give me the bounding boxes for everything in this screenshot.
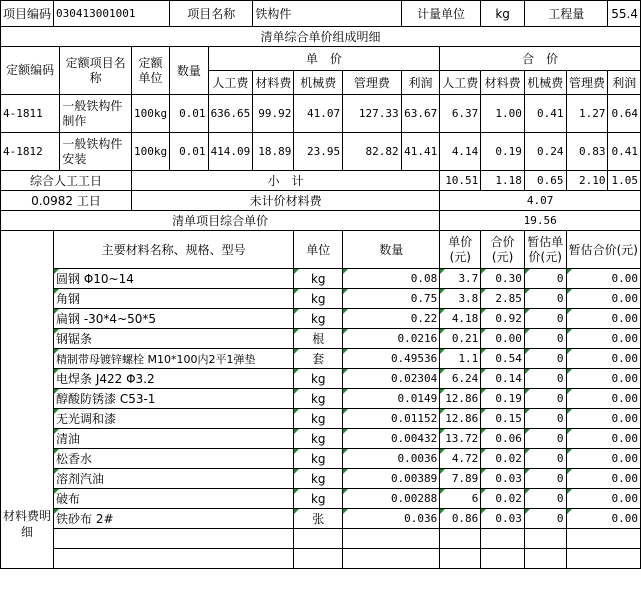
u-machine: 41.07 <box>294 95 343 133</box>
u-profit: 41.41 <box>401 133 440 171</box>
material-side-label: 材料费明细 <box>1 231 54 569</box>
material-name: 松香水 <box>54 449 294 469</box>
material-total: 0.03 <box>481 469 525 489</box>
material-qty: 0.49536 <box>343 349 440 369</box>
unpriced-value: 4.07 <box>440 191 641 211</box>
material-row <box>1 369 641 389</box>
material-est-total: 0.00 <box>566 449 640 469</box>
t-profit: 0.64 <box>608 95 641 133</box>
col-u-labor: 人工费 <box>208 71 253 95</box>
col-u-machine: 机械费 <box>294 71 343 95</box>
material-name: 破布 <box>54 489 294 509</box>
material-qty: 0.0149 <box>343 389 440 409</box>
material-name: 圆钢 Φ10~14 <box>54 269 294 289</box>
material-est-total: 0.00 <box>566 509 640 529</box>
material-unit: kg <box>294 269 343 289</box>
name-label: 项目名称 <box>170 1 253 27</box>
composite-label: 清单项目综合单价 <box>1 211 440 231</box>
material-row <box>1 289 641 309</box>
material-est-price: 0 <box>524 309 566 329</box>
material-est-price: 0 <box>524 329 566 349</box>
col-u-mgmt: 管理费 <box>343 71 401 95</box>
col-material-price: 单价(元) <box>440 231 481 269</box>
t-material: 1.00 <box>481 95 525 133</box>
u-material: 18.89 <box>253 133 294 171</box>
sub-profit: 1.05 <box>608 171 641 191</box>
empty-row <box>1 549 641 569</box>
material-est-price: 0 <box>524 369 566 389</box>
material-price: 1.1 <box>440 349 481 369</box>
qty-value: 55.4 <box>608 1 641 27</box>
quota-code: 4-1811 <box>1 95 60 133</box>
material-name: 溶剂汽油 <box>54 469 294 489</box>
material-qty: 0.00288 <box>343 489 440 509</box>
material-unit: kg <box>294 469 343 489</box>
material-total: 0.00 <box>481 329 525 349</box>
u-profit: 63.67 <box>401 95 440 133</box>
material-est-price: 0 <box>524 469 566 489</box>
material-est-price: 0 <box>524 269 566 289</box>
sub-mgmt: 2.10 <box>566 171 608 191</box>
material-unit: kg <box>294 489 343 509</box>
empty-row <box>1 529 641 549</box>
material-row <box>1 509 641 529</box>
material-est-total: 0.00 <box>566 289 640 309</box>
col-t-labor: 人工费 <box>440 71 481 95</box>
material-est-price: 0 <box>524 389 566 409</box>
u-labor: 636.65 <box>208 95 253 133</box>
material-price: 4.18 <box>440 309 481 329</box>
subtotal-label: 小 计 <box>131 171 439 191</box>
t-machine: 0.24 <box>524 133 566 171</box>
material-est-total: 0.00 <box>566 369 640 389</box>
material-price: 12.86 <box>440 389 481 409</box>
material-total: 0.02 <box>481 489 525 509</box>
material-unit: 套 <box>294 349 343 369</box>
quota-code: 4-1812 <box>1 133 60 171</box>
sub-machine: 0.65 <box>524 171 566 191</box>
material-name: 钢锯条 <box>54 329 294 349</box>
material-name: 铁砂布 2# <box>54 509 294 529</box>
u-mgmt: 127.33 <box>343 95 401 133</box>
material-est-price: 0 <box>524 289 566 309</box>
col-est-total: 暂估合价(元) <box>566 231 640 269</box>
col-material-unit: 单位 <box>294 231 343 269</box>
material-qty: 0.22 <box>343 309 440 329</box>
material-est-price: 0 <box>524 489 566 509</box>
code-label: 项目编码 <box>1 1 54 27</box>
material-name: 醇酸防锈漆 C53-1 <box>54 389 294 409</box>
material-est-total: 0.00 <box>566 489 640 509</box>
u-labor: 414.09 <box>208 133 253 171</box>
material-name: 电焊条 J422 Φ3.2 <box>54 369 294 389</box>
col-material-qty: 数量 <box>343 231 440 269</box>
col-quantity: 数量 <box>170 47 208 95</box>
material-qty: 0.02304 <box>343 369 440 389</box>
material-name: 扁钢 -30*4~50*5 <box>54 309 294 329</box>
col-material-total: 合价(元) <box>481 231 525 269</box>
material-price: 3.7 <box>440 269 481 289</box>
u-mgmt: 82.82 <box>343 133 401 171</box>
material-est-total: 0.00 <box>566 389 640 409</box>
quota-unit: 100kg <box>131 95 169 133</box>
t-mgmt: 1.27 <box>566 95 608 133</box>
material-est-price: 0 <box>524 349 566 369</box>
t-labor: 4.14 <box>440 133 481 171</box>
composite-value: 19.56 <box>440 211 641 231</box>
code-value: 030413001001 <box>54 1 170 27</box>
material-name: 精制带母镀锌螺栓 M10*100内2平1弹垫 <box>54 349 294 369</box>
quota-row <box>1 95 641 133</box>
material-price: 6 <box>440 489 481 509</box>
material-est-total: 0.00 <box>566 309 640 329</box>
material-qty: 0.0216 <box>343 329 440 349</box>
material-price: 7.89 <box>440 469 481 489</box>
section-title: 清单综合单价组成明细 <box>1 27 641 47</box>
material-total: 0.03 <box>481 509 525 529</box>
material-price: 3.8 <box>440 289 481 309</box>
unpriced-label: 未计价材料费 <box>131 191 439 211</box>
material-est-price: 0 <box>524 449 566 469</box>
labor-day-label: 综合人工工日 <box>1 171 132 191</box>
col-quota-unit: 定额单位 <box>131 47 169 95</box>
t-profit: 0.41 <box>608 133 641 171</box>
material-row <box>1 389 641 409</box>
quota-name: 一般铁构件 安装 <box>60 133 132 171</box>
sub-material: 1.18 <box>481 171 525 191</box>
quota-qty: 0.01 <box>170 95 208 133</box>
material-unit: kg <box>294 309 343 329</box>
material-est-price: 0 <box>524 509 566 529</box>
material-price: 12.86 <box>440 409 481 429</box>
material-total: 0.92 <box>481 309 525 329</box>
material-row <box>1 489 641 509</box>
material-unit: 根 <box>294 329 343 349</box>
u-material: 99.92 <box>253 95 294 133</box>
material-total: 0.06 <box>481 429 525 449</box>
material-unit: kg <box>294 449 343 469</box>
material-price: 0.21 <box>440 329 481 349</box>
material-qty: 0.00389 <box>343 469 440 489</box>
col-t-material: 材料费 <box>481 71 525 95</box>
qty-label: 工程量 <box>524 1 608 27</box>
col-t-profit: 利润 <box>608 71 641 95</box>
unit-label: 计量单位 <box>401 1 481 27</box>
col-unit-price-group: 单 价 <box>208 47 440 71</box>
material-est-price: 0 <box>524 429 566 449</box>
t-mgmt: 0.83 <box>566 133 608 171</box>
quota-unit: 100kg <box>131 133 169 171</box>
labor-day-value: 0.0982 工日 <box>1 191 132 211</box>
col-est-price: 暂估单价(元) <box>524 231 566 269</box>
material-row <box>1 409 641 429</box>
material-qty: 0.08 <box>343 269 440 289</box>
col-u-profit: 利润 <box>401 71 440 95</box>
material-qty: 0.01152 <box>343 409 440 429</box>
material-total: 0.15 <box>481 409 525 429</box>
material-qty: 0.036 <box>343 509 440 529</box>
material-unit: 张 <box>294 509 343 529</box>
material-price: 4.72 <box>440 449 481 469</box>
material-est-total: 0.00 <box>566 469 640 489</box>
material-total: 0.19 <box>481 389 525 409</box>
material-unit: kg <box>294 289 343 309</box>
quota-name: 一般铁构件 制作 <box>60 95 132 133</box>
sub-labor: 10.51 <box>440 171 481 191</box>
col-material-name: 主要材料名称、规格、型号 <box>54 231 294 269</box>
material-est-total: 0.00 <box>566 349 640 369</box>
material-qty: 0.00432 <box>343 429 440 449</box>
material-total: 0.30 <box>481 269 525 289</box>
material-name: 角钢 <box>54 289 294 309</box>
material-est-total: 0.00 <box>566 429 640 449</box>
material-qty: 0.75 <box>343 289 440 309</box>
t-labor: 6.37 <box>440 95 481 133</box>
quota-row <box>1 133 641 171</box>
material-qty: 0.0036 <box>343 449 440 469</box>
t-material: 0.19 <box>481 133 525 171</box>
material-row <box>1 269 641 289</box>
material-unit: kg <box>294 369 343 389</box>
material-price: 13.72 <box>440 429 481 449</box>
material-price: 6.24 <box>440 369 481 389</box>
material-row <box>1 329 641 349</box>
material-est-total: 0.00 <box>566 269 640 289</box>
material-unit: kg <box>294 429 343 449</box>
material-unit: kg <box>294 389 343 409</box>
material-row <box>1 469 641 489</box>
material-row <box>1 309 641 329</box>
material-price: 0.86 <box>440 509 481 529</box>
material-name: 无光调和漆 <box>54 409 294 429</box>
col-t-machine: 机械费 <box>524 71 566 95</box>
col-quota-code: 定额编码 <box>1 47 60 95</box>
material-est-price: 0 <box>524 409 566 429</box>
material-unit: kg <box>294 409 343 429</box>
col-t-mgmt: 管理费 <box>566 71 608 95</box>
material-row <box>1 429 641 449</box>
col-u-material: 材料费 <box>253 71 294 95</box>
material-est-total: 0.00 <box>566 329 640 349</box>
col-quota-name: 定额项目名称 <box>60 47 132 95</box>
material-total: 2.85 <box>481 289 525 309</box>
material-total: 0.54 <box>481 349 525 369</box>
material-est-total: 0.00 <box>566 409 640 429</box>
col-total-group: 合 价 <box>440 47 641 71</box>
material-row <box>1 449 641 469</box>
material-total: 0.02 <box>481 449 525 469</box>
unit-value: kg <box>481 1 525 27</box>
material-total: 0.14 <box>481 369 525 389</box>
material-row <box>1 349 641 369</box>
u-machine: 23.95 <box>294 133 343 171</box>
quota-qty: 0.01 <box>170 133 208 171</box>
name-value: 铁构件 <box>253 1 401 27</box>
t-machine: 0.41 <box>524 95 566 133</box>
material-name: 清油 <box>54 429 294 449</box>
